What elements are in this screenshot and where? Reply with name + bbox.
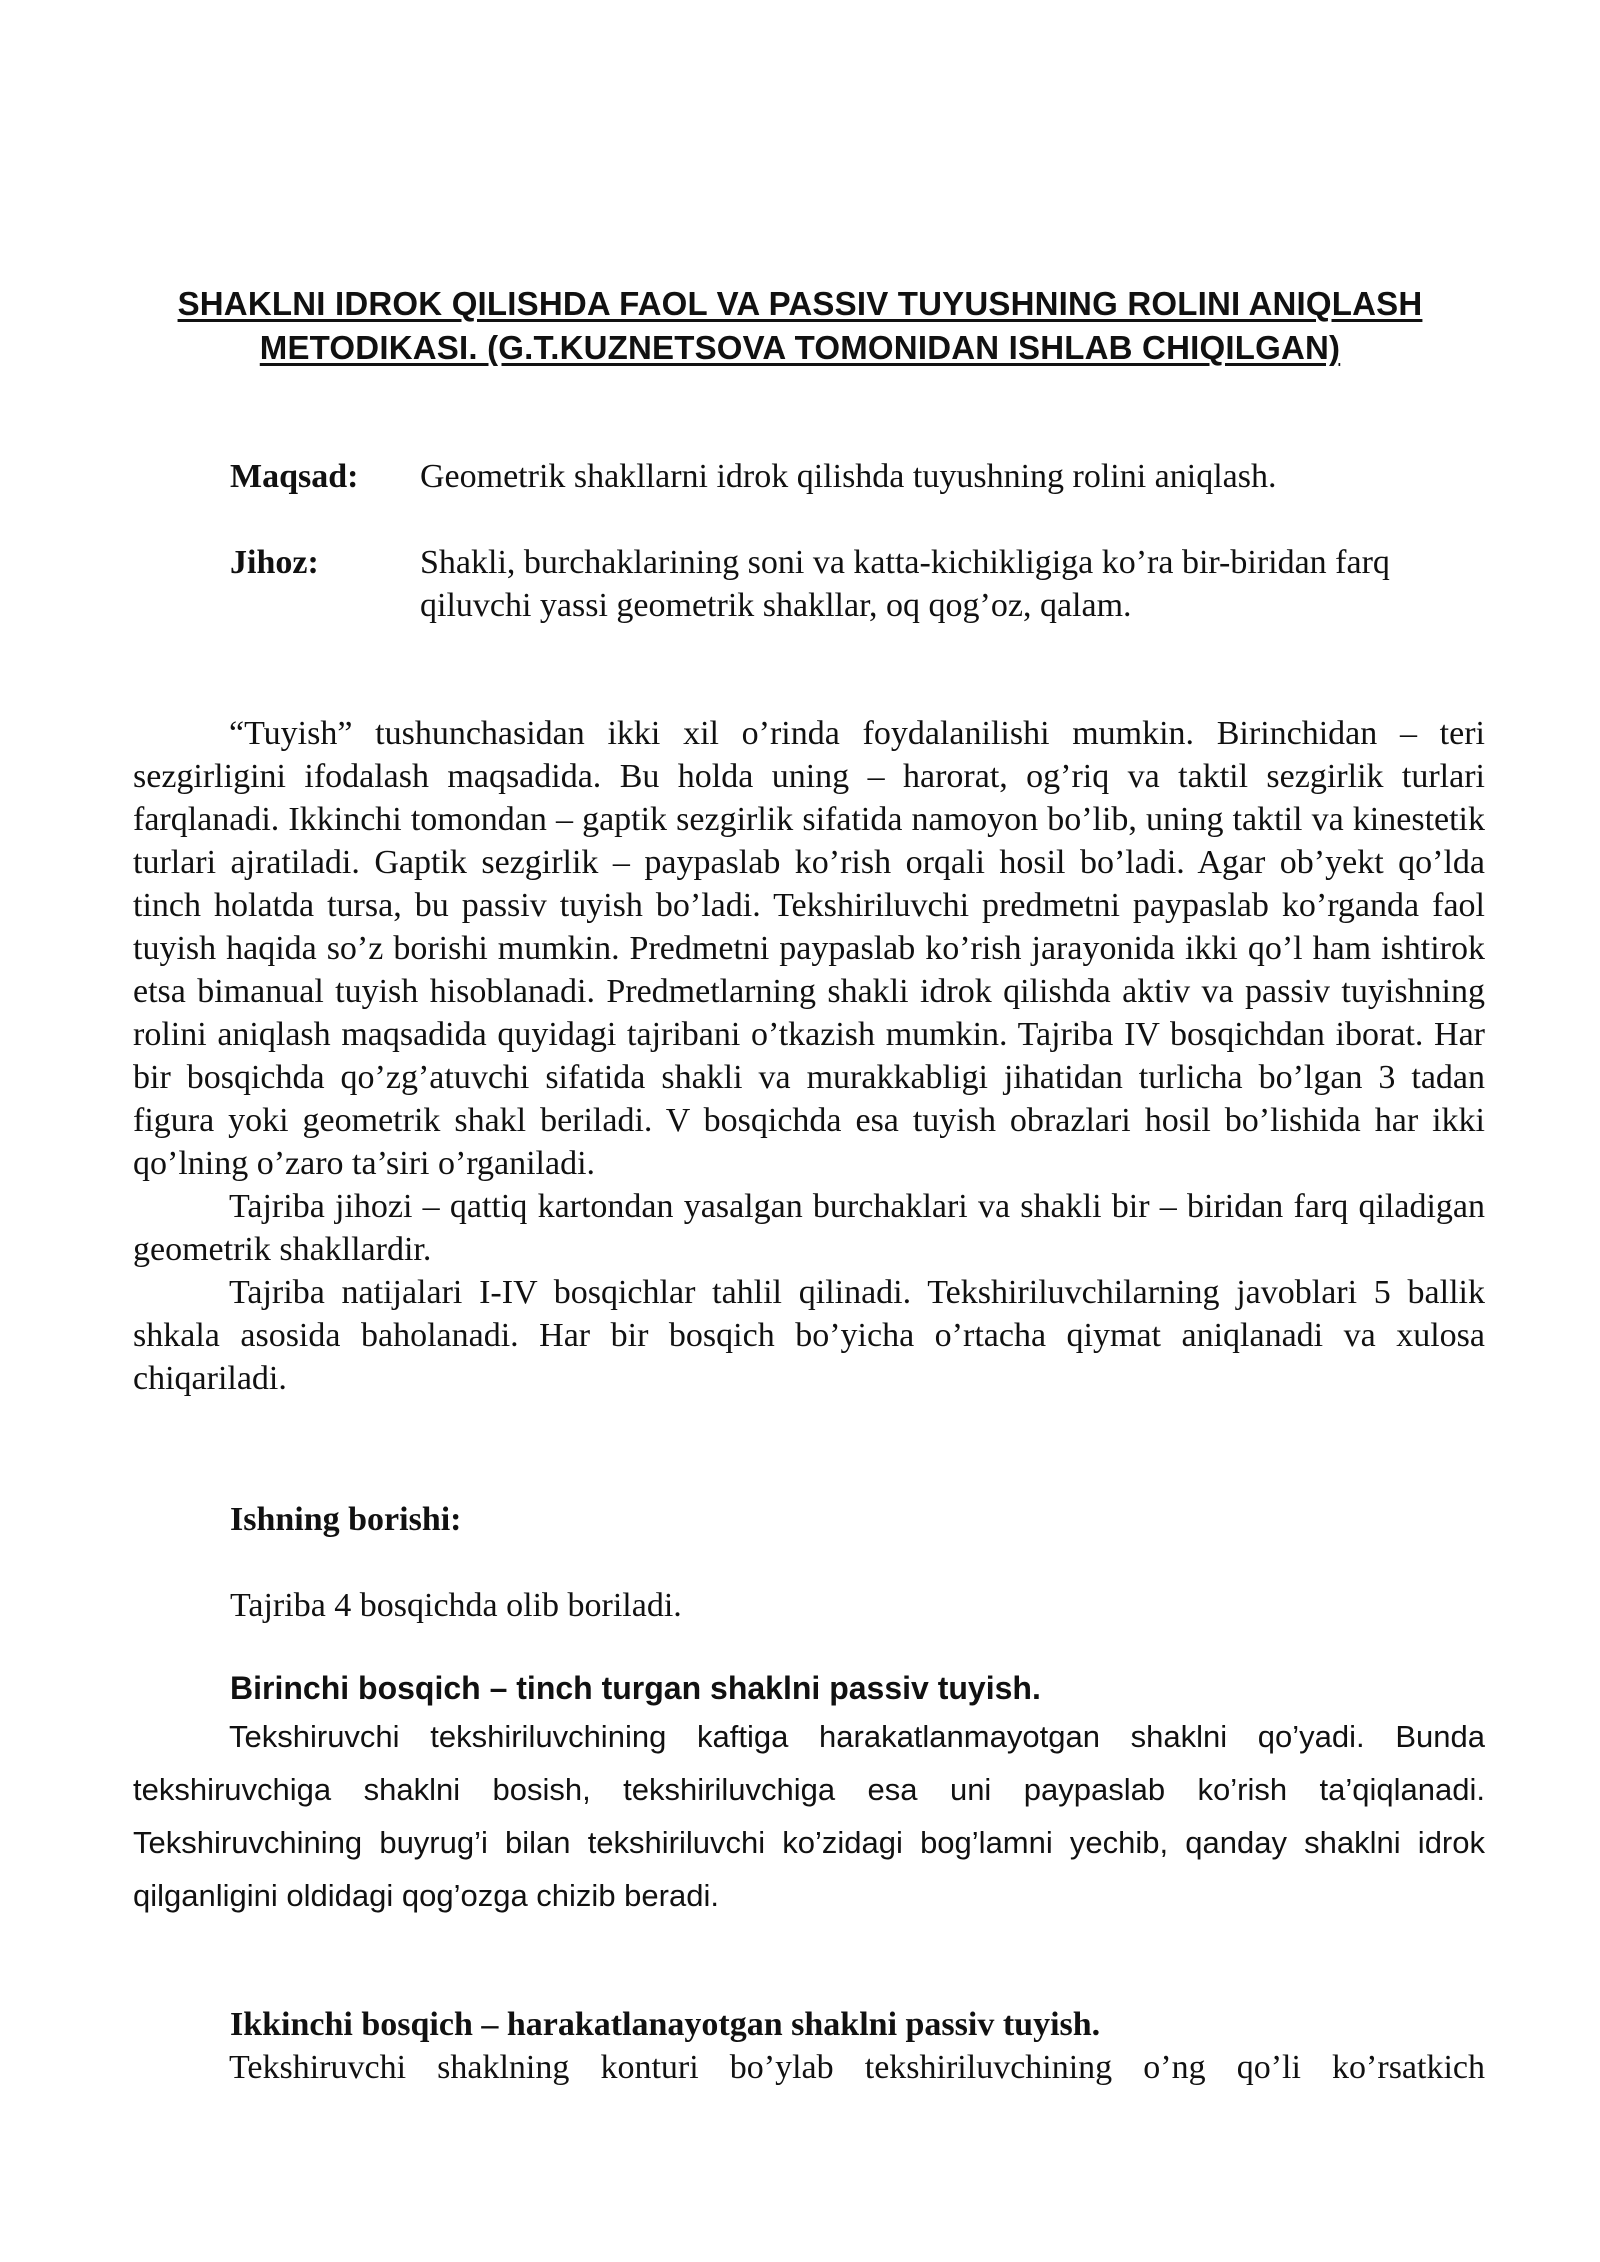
purpose-label: Maqsad: <box>230 458 359 495</box>
progress-heading: Ishning borishi: <box>230 1501 462 1538</box>
body-paragraphs <box>133 712 1485 1400</box>
stage2-text: Tekshiruvchi shaklning konturi bo’ylab tekshiriluvchining o’ng qo’li ko’rsatkich <box>229 2049 1485 2086</box>
progress-intro: Tajriba 4 bosqichda olib boriladi. <box>230 1587 682 1624</box>
equipment-value: Shakli, burchaklarining soni va katta-kichikligiga ko’ra bir-biridan farq qiluvchi yassi geometrik shakllar, oq qog’oz, qalam. <box>420 544 1390 624</box>
stage1-text: Tekshiruvchi tekshiriluvchining kaftiga harakatlanmayotgan shaklni qo’yadi. Bunda tekshiruvchiga shaklni bosish, tekshiriluvchiga esa uni paypaslab ko’rish ta’qiqlanadi. Tekshiruvchining buyrug’i bilan tekshiriluvchi ko’zidagi bog’lamni yechib, qanday shaklni idrok qilganligini oldidagi qog’ozga chizib beradi. <box>133 1719 1485 1913</box>
stage1-heading: Birinchi bosqich – tinch turgan shaklni passiv tuyish. <box>230 1670 1041 1706</box>
paragraph-intro: “Tuyish” tushunchasidan ikki xil o’rinda foydalanilishi mumkin. Birinchidan – teri sezgirligini ifodalash maqsadida. Bu holda uning – harorat, og’riq va taktil sezgirlik turlari farqlanadi. Ikkinchi tomondan – gaptik sezgirlik sifatida namoyon bo’lib, uning taktil va kinestetik turlari ajratiladi. Gaptik sezgirlik – paypaslab ko’rish orqali hosil bo’ladi. Agar ob’yekt qo’lda tinch holatda tursa, bu passiv tuyish bo’ladi. Tekshiriluvchi predmetni paypaslab ko’rganda faol tuyish haqida so’z borishi mumkin. Predmetni paypaslab ko’rish jarayonida ikki qo’l ham ishtirok etsa bimanual tuyish hisoblanadi. Predmetlarning shakli idrok qilishda aktiv va passiv tuyishning rolini aniqlash maqsadida quyidagi tajribani o’tkazish mumkin. Tajriba IV bosqichdan iborat. Har bir bosqichda qo’zg’atuvchi sifatida shakli va murakkabligi jihatidan turlicha bo’lgan 3 tadan figura yoki geometrik shakl beriladi. V bosqichda esa tuyish obrazlari hosil bo’lishida har ikki qo’lning o’zaro ta’siri o’rganiladi. <box>133 715 1485 1182</box>
paragraph-equipment: Tajriba jihozi – qattiq kartondan yasalgan burchaklari va shakli bir – biridan farq qiladigan geometrik shakllardir. <box>133 1188 1485 1268</box>
paragraph-results: Tajriba natijalari I-IV bosqichlar tahlil qilinadi. Tekshiriluvchilarning javoblari 5 ballik shkala asosida baholanadi. Har bir bosqich bo’yicha o’rtacha qiymat aniqlanadi va xulosa chiqariladi. <box>133 1274 1485 1397</box>
document-title: SHAKLNI IDROK QILISHDA FAOL VA PASSIV TUYUSHNING ROLINI ANIQLASH METODIKASI. (G.T.KUZNETSOVA TOMONIDAN ISHLAB CHIQILGAN) <box>177 285 1423 366</box>
equipment-label: Jihoz: <box>230 544 319 581</box>
stage2-heading: Ikkinchi bosqich – harakatlanayotgan shaklni passiv tuyish. <box>230 2006 1101 2043</box>
purpose-value: Geometrik shakllarni idrok qilishda tuyushning rolini aniqlash. <box>420 458 1277 495</box>
